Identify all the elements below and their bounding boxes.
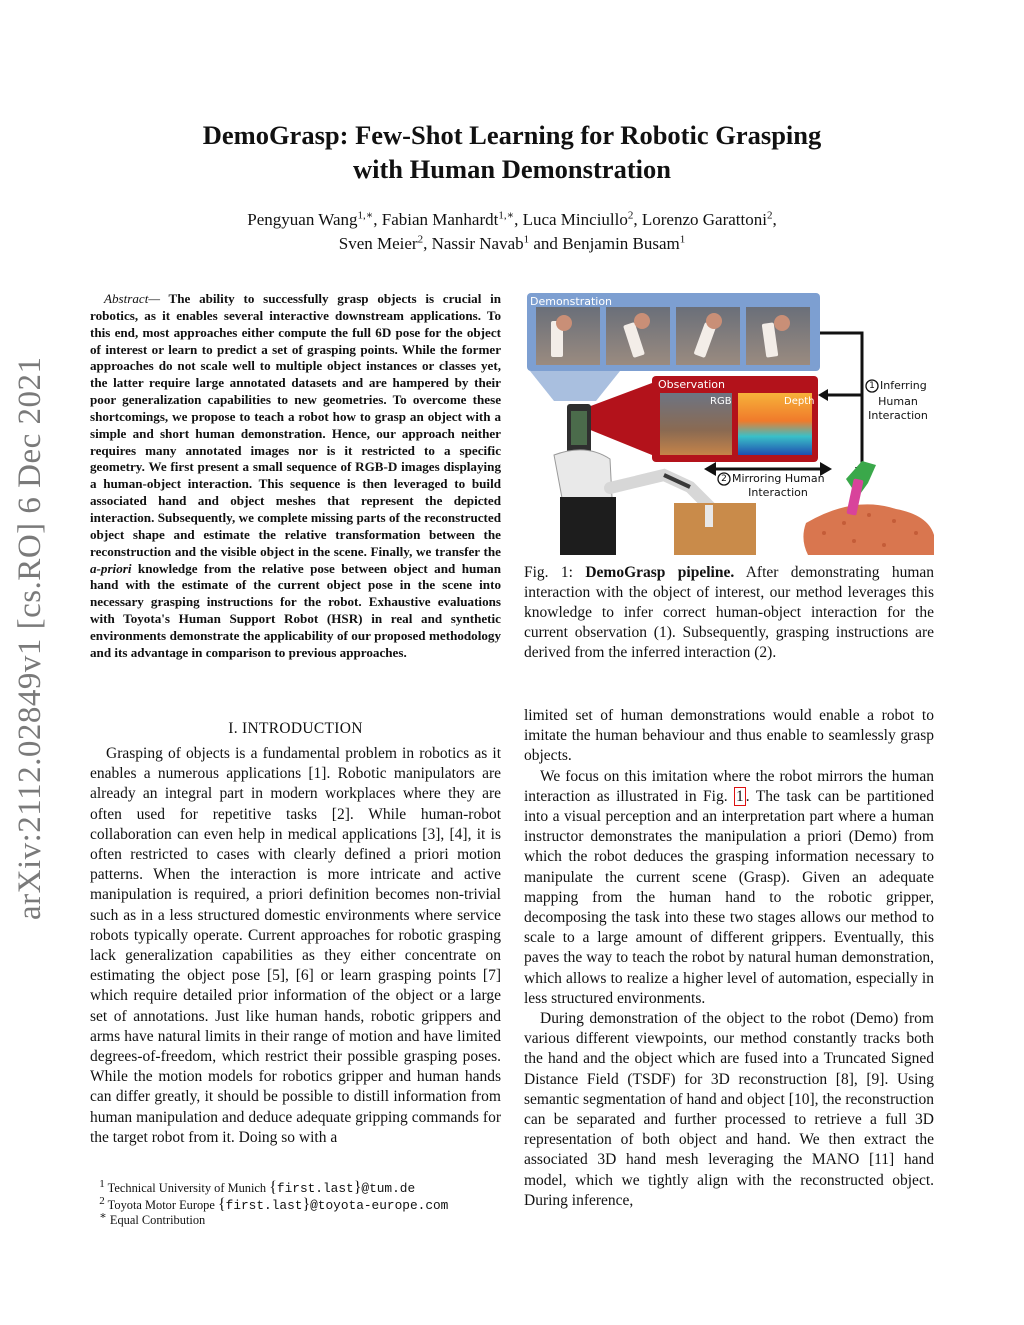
email-brace-open: { — [217, 1195, 226, 1213]
step-2-number: 2 — [721, 474, 727, 484]
footnote-note: Equal Contribution — [109, 1213, 206, 1227]
demo-hand — [556, 315, 572, 331]
step-1-number: 1 — [869, 381, 875, 391]
demonstration-label: Demonstration — [530, 295, 613, 308]
abstract-emphasis: a-priori — [90, 560, 132, 576]
paper-title — [150, 118, 874, 186]
observation-label: Observation — [658, 378, 725, 391]
mirroring-arrowhead-left — [704, 462, 716, 476]
email-name: first.last — [276, 1181, 354, 1196]
point-cloud — [803, 504, 934, 555]
caption-title: DemoGrasp pipeline. — [585, 564, 735, 581]
footnote-affiliation: Toyota Motor Europe — [107, 1197, 218, 1212]
footnote-affiliation: Technical University of Munich — [107, 1181, 270, 1195]
step-1-label-rest — [862, 395, 934, 423]
footnote-3 — [90, 1209, 510, 1229]
footnote-2 — [90, 1194, 510, 1214]
target-object — [705, 505, 713, 527]
intro-right-column — [524, 706, 934, 1211]
point-cloud-dot — [882, 543, 886, 547]
author-name: Benjamin Busam — [562, 234, 680, 253]
robot-body — [554, 450, 612, 498]
title-line-2: with Human Demonstration — [352, 154, 671, 184]
robot-arm — [610, 475, 710, 507]
author-name: Lorenzo Garattoni — [641, 210, 767, 229]
robot-base — [560, 497, 616, 555]
step-2-label — [732, 472, 842, 486]
author-line-1: Pengyuan Wang$^{1,∗}$, Fabian Manhardt$^{1,∗}$, Luca Minciullo$^2$, Lorenzo Garattoni$^2$, — [247, 209, 777, 229]
demo-frame — [536, 307, 600, 365]
footnote-mark: 2 — [99, 1194, 105, 1207]
intro-text: . The task can be partitioned into a visual perception and an interpretation part where a human instructor demonstrates the manipulation a priori (Demo) from which the robot deduces the grasping information necessary to manipulate the current scene (Grasp). Given an adequate mapping from the human hand to the robotic gripper, decomposing the task into these two stages allows our method to scale to a large amount of different grippers. Eventually, this paves the way to teach the robot by natural human demonstration, which allows to realize a higher level of automation, especially in less structured environments. — [524, 787, 935, 1007]
abstract-text-2: knowledge from the relative pose between object and human hand with the estimate of the current object pose in the scene into necessary grasping instructions for the robot. Exhaustive evaluations with Toyota's Human Support Robot (HSR) in real and synthetic environments demonstrate the applicability of our proposed methodology and its advantage in comparison to previous approaches. — [90, 560, 501, 660]
demo-hand — [634, 313, 650, 329]
demo-hand — [706, 313, 722, 329]
point-cloud-dot — [914, 531, 918, 535]
author-name: Pengyuan Wang — [247, 210, 358, 229]
intro-paragraph: limited set of human demonstrations would enable a robot to imitate the human behaviour and thus enable to seamlessly grasp objects. — [524, 707, 934, 765]
author-name: Fabian Manhardt — [381, 210, 499, 229]
author-affiliation: 2 — [417, 233, 424, 246]
email-brace-close: } — [302, 1195, 311, 1213]
observation-arrowhead — [818, 389, 828, 401]
abstract-text-1: The ability to successfully grasp objects is crucial in robotics, as it enables several interactive downstream applications. To this end, most approaches either compute the full 6D pose for the object of interest or learn to predict a set of grasping points. While the former approaches do not scale well to multiple object instances or classes yet, the latter require large annotated datasets and are hampered by their poor generalization capabilities to new geometries. To overcome these shortcomings, we propose to teach a robot how to grasp an object with a simple and short human demonstration. Hence, our approach neither requires many annotated images nor is it restricted to a specific geometry. We first present a small sequence of RGB-D images displaying a human-object interaction. This sequence is then leveraged to build associated hand and object meshes that represent the depicted interaction. Subsequently, we complete missing parts of the reconstructed object shape and estimate the relative transformation between the reconstruction and the visible object in the scene. Finally, we transfer the — [90, 291, 501, 559]
figure-1-caption — [524, 563, 934, 663]
author-name: Luca Minciullo — [522, 210, 628, 229]
author-conjunction: and — [533, 234, 558, 253]
author-affiliation: 1,∗ — [357, 209, 374, 222]
arxiv-identifier: arXiv:2112.02849v1 [cs.RO] 6 Dec 2021 — [12, 356, 48, 920]
footnote-1 — [90, 1177, 510, 1197]
author-affiliation: 1 — [679, 233, 686, 246]
inferring-arrow — [820, 333, 862, 469]
author-name: Nassir Navab — [431, 234, 524, 253]
robot-head-screen — [571, 411, 587, 445]
author-affiliation: 2 — [766, 209, 773, 222]
email-domain: @tum.de — [361, 1181, 416, 1196]
author-affiliation: 1,∗ — [498, 209, 515, 222]
point-cloud-dot — [842, 521, 846, 525]
figure-reference-link[interactable]: 1 — [736, 787, 744, 805]
footnote-mark: 1 — [99, 1177, 105, 1190]
author-name: Sven Meier — [338, 234, 418, 253]
step-1-label-line: Interaction — [868, 409, 928, 422]
step-2-label-rest — [722, 486, 834, 500]
section-heading-introduction: I. INTRODUCTION — [228, 720, 363, 737]
demo-hand — [774, 315, 790, 331]
figure-1-pipeline — [524, 283, 934, 555]
author-line-2: Sven Meier$^2$, Nassir Navab$^1$ and Benjamin Busam$^1$ — [338, 233, 686, 253]
footnote-mark: ∗ — [99, 1209, 107, 1222]
intro-paragraph — [524, 767, 934, 1009]
email-brace-close: } — [353, 1179, 362, 1196]
step-2-label-line: Mirroring Human — [732, 472, 825, 485]
demo-frame — [746, 307, 810, 365]
rgb-label: RGB — [710, 396, 732, 407]
point-cloud-dot — [892, 519, 896, 523]
caption-text: After demonstrating human interaction with the object of interest, our method leverages this knowledge to infer correct human-object interaction for the current observation (1). Subsequently, grasping instructions are derived from the inferred interaction (2). — [524, 564, 935, 661]
caption-label: Fig. 1: — [524, 564, 586, 581]
intro-paragraph: During demonstration of the object to the robot (Demo) from various different viewpoints, our method constantly tracks both the hand and the object which are fused into a Truncated Signed Distance Field (TSDF) for 3D reconstruction [8], [9]. Using semantic segmentation of hand and object [10], the reconstruction can be separated and further processed to retrieve a full 3D representation of both object and hand. We then extract the associated 3D hand mesh leveraging the MANO [11] hand model, which we tightly align with the reconstructed object. During inference, — [524, 1010, 934, 1209]
point-cloud-dot — [852, 539, 856, 543]
step-1-label-line: Inferring — [880, 379, 927, 392]
point-cloud-dot — [867, 513, 871, 517]
step-1-label-line: Human — [878, 395, 918, 408]
depth-label: Depth — [784, 396, 815, 407]
title-line-1: DemoGrasp: Few-Shot Learning for Robotic Grasping — [202, 120, 822, 150]
author-list — [150, 208, 874, 256]
email-name: first.last — [225, 1197, 303, 1213]
email-brace-open: { — [269, 1179, 277, 1196]
point-cloud-dot — [822, 531, 826, 535]
abstract-lead: Abstract— — [104, 291, 161, 306]
demo-funnel — [530, 371, 620, 401]
intro-paragraph: Grasping of objects is a fundamental problem in robotics as it enables a numerous applications [1]. Robotic manipulators are already an integral part in modern workplaces where they are often used for repetitive tasks [2]. While human-robot collaboration can even help in medical applications [3], [4], it is often restricted to cases with clearly defined a priori motion patterns. When the interaction is more intricate and active manipulation is required, a priori definition becomes non-trivial such as in a less structured domestic environments where service robots typically operate. Current approaches for robotic grasping lack generalization capabilities as they either concentrate on estimating the object pose [5], [6] or learn grasping points [7] which require detailed prior information of the object or a large set of annotations. Just like human hands, robotic grippers and arms have natural limits in their range of motion and have limited degrees-of-freedom, which restrict their possible grasping poses. While the motion models for robotics gripper and human hands can differ greatly, it should be possible to distill information from human manipulation and deduce adequate gripping commands for the target robot from it. Doing so with a — [90, 745, 501, 1146]
table-surface — [674, 503, 756, 555]
author-affiliation: 1 — [523, 233, 530, 246]
abstract — [90, 291, 501, 662]
step-1-label — [880, 379, 934, 393]
author-affiliation: 2 — [627, 209, 634, 222]
step-2-label-line: Interaction — [748, 486, 808, 499]
intro-text: We focus on this imitation where the robot mirrors the human interaction as illustrated in Fig. — [524, 767, 934, 805]
intro-left-column — [90, 744, 501, 1148]
email-domain: @toyota-europe.com — [310, 1197, 449, 1213]
footnotes — [90, 1177, 510, 1229]
